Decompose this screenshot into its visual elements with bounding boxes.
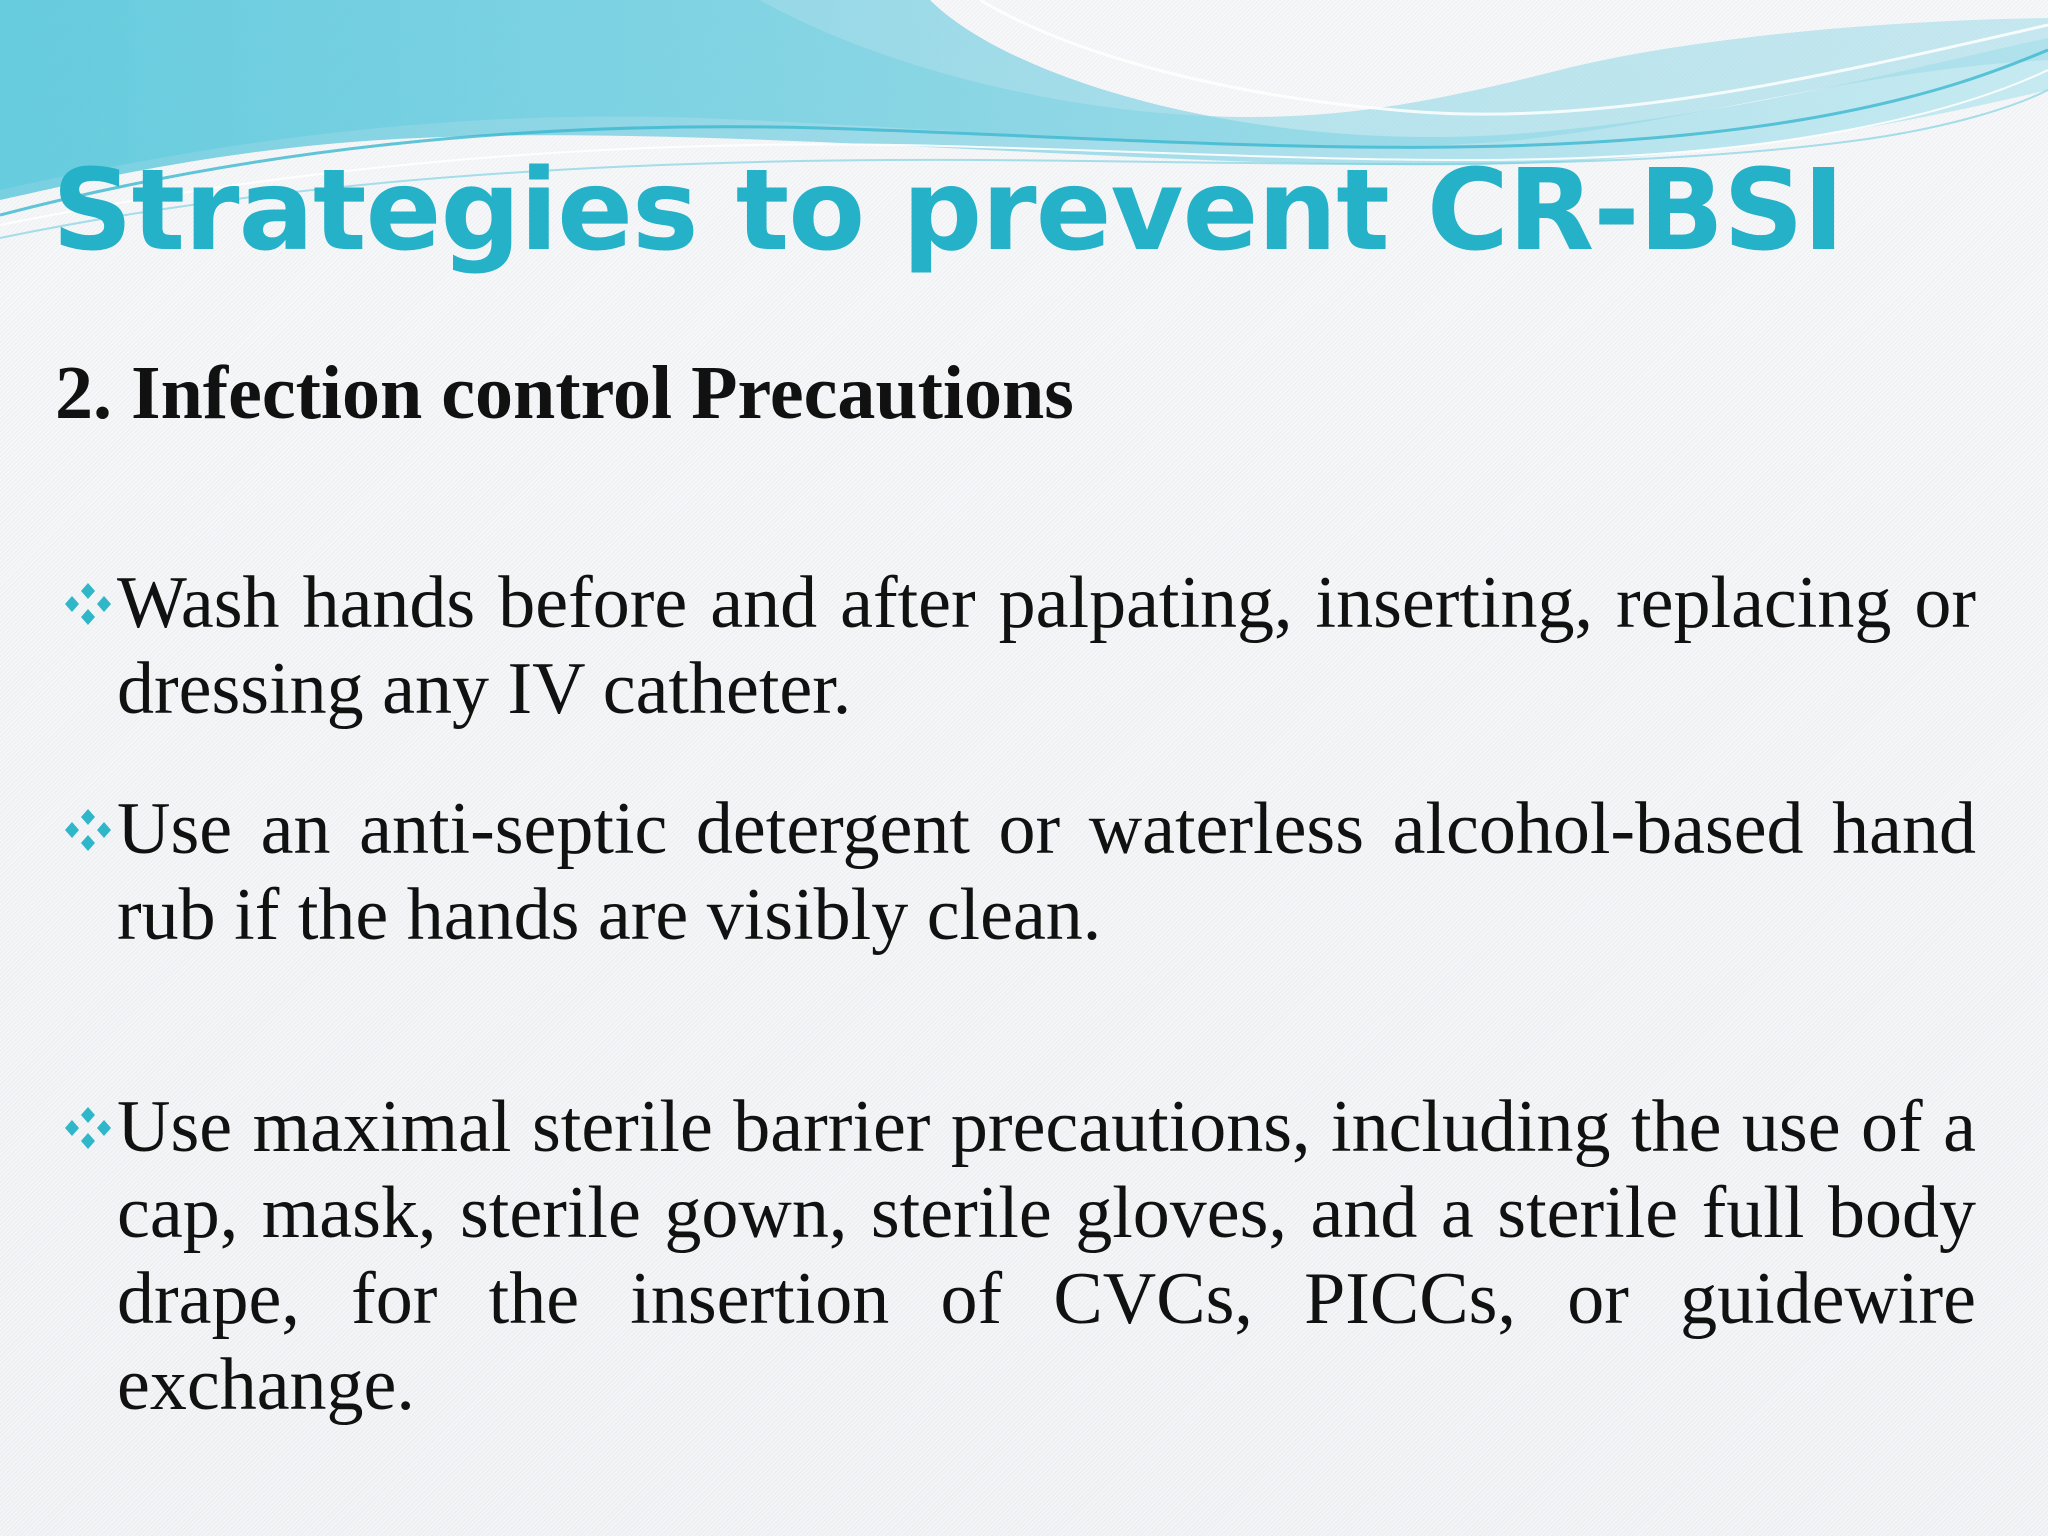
bullet-text: Use maximal sterile barrier precautions, including the use of a cap, mask, sterile gown, sterile gloves, and a sterile full body drape, for the insertion of CVCs, PICCs, or guidewire exchange. (117, 1086, 1976, 1426)
slide-subtitle: 2. Infection control Precautions (55, 351, 1074, 435)
bullet-item (60, 1084, 1976, 1428)
slide-title: Strategies to prevent CR-BSI (52, 146, 1844, 276)
bullet-text: Wash hands before and after palpating, inserting, replacing or dressing any IV catheter. (117, 562, 1976, 730)
bullet-item (60, 560, 1976, 732)
four-diamond-bullet-icon (60, 807, 116, 853)
bullet-item (60, 786, 1976, 958)
bullet-list (60, 560, 1976, 1428)
bullet-text: Use an anti-septic detergent or waterless alcohol-based hand rub if the hands are visibly clean. (117, 788, 1976, 956)
four-diamond-bullet-icon (60, 581, 116, 627)
four-diamond-bullet-icon (60, 1105, 116, 1151)
